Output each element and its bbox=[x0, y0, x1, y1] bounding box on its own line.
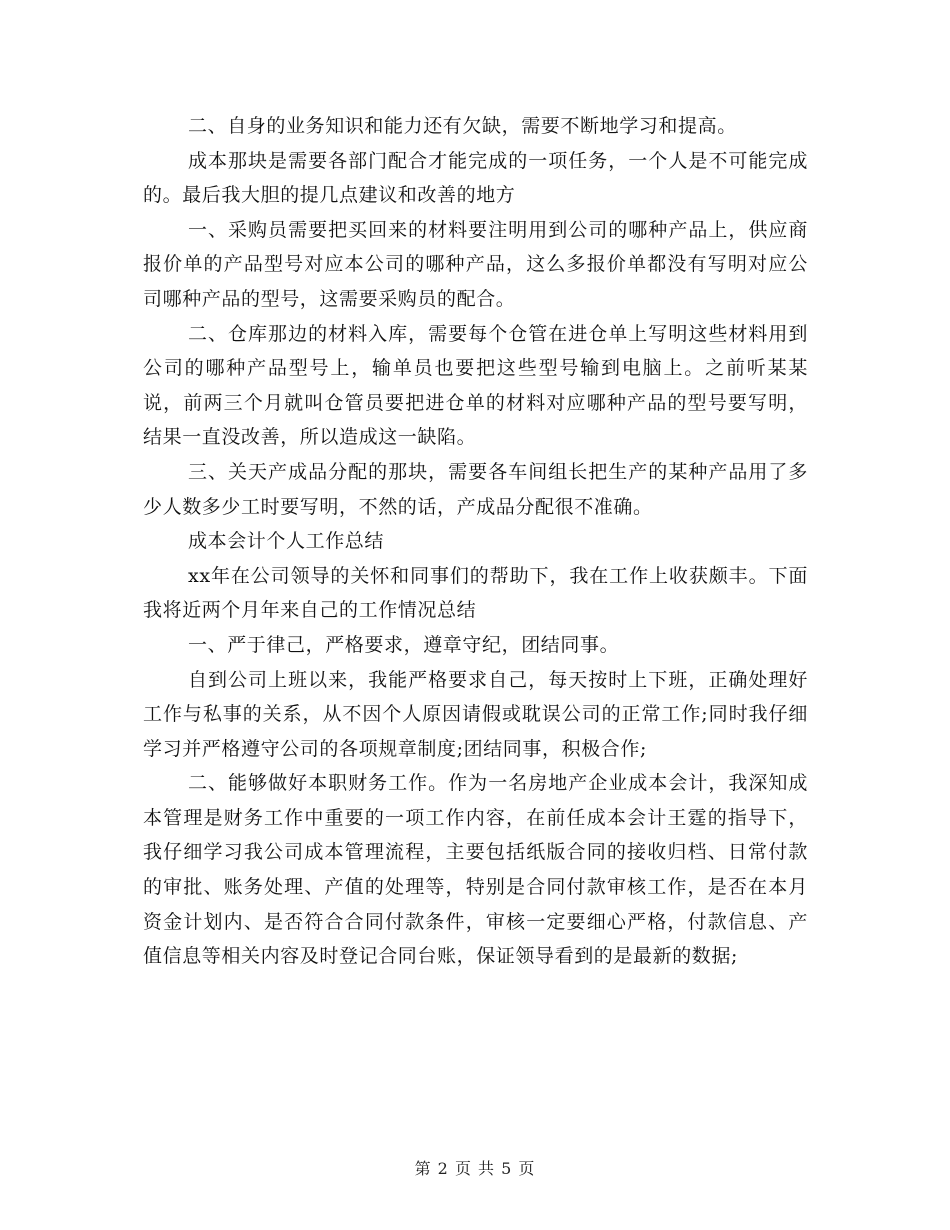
paragraph: 二、仓库那边的材料入库，需要每个仓管在进仓单上写明这些材料用到公司的哪种产品型号上，输单员也要把这些型号输到电脑上。之前听某某说，前两三个月就叫仓管员要把进仓单的材料对应哪种产品的型号要写明，结果一直没改善，所以造成这一缺陷。 bbox=[143, 322, 808, 449]
paragraph: 二、自身的业务知识和能力还有欠缺，需要不断地学习和提高。 bbox=[188, 115, 737, 137]
paragraph: xx年在公司领导的关怀和同事们的帮助下，我在工作上收获颇丰。下面我将近两个月年来自己的工作情况总结 bbox=[143, 564, 808, 622]
paragraph: 三、关天产成品分配的那块，需要各车间组长把生产的某种产品用了多少人数多少工时要写明，不然的话，产成品分配很不准确。 bbox=[143, 460, 808, 518]
paragraph: 自到公司上班以来，我能严格要求自己，每天按时上下班，正确处理好工作与私事的关系，从不因个人原因请假或耽误公司的正常工作;同时我仔细学习并严格遵守公司的各项规章制度;团结同事，积极合作; bbox=[143, 668, 808, 760]
paragraph: 二、能够做好本职财务工作。作为一名房地产企业成本会计，我深知成本管理是财务工作中重要的一项工作内容，在前任成本会计王霆的指导下，我仔细学习我公司成本管理流程，主要包括纸版合同的接收归档、日常付款的审批、账务处理、产值的处理等，特别是合同付款审核工作，是否在本月资金计划内、是否符合合同付款条件，审核一定要细心严格，付款信息、产值信息等相关内容及时登记合同台账，保证领导看到的是最新的数据; bbox=[143, 772, 808, 968]
page-number-footer: 第 2 页 共 5 页 bbox=[414, 1159, 536, 1178]
paragraph: 一、采购员需要把买回来的材料要注明用到公司的哪种产品上，供应商报价单的产品型号对应本公司的哪种产品，这么多报价单都没有写明对应公司哪种产品的型号，这需要采购员的配合。 bbox=[143, 218, 808, 310]
paragraph: 成本那块是需要各部门配合才能完成的一项任务，一个人是不可能完成的。最后我大胆的提几点建议和改善的地方 bbox=[143, 149, 808, 207]
document-body bbox=[143, 109, 808, 974]
paragraph: 一、严于律己，严格要求，遵章守纪，团结同事。 bbox=[188, 633, 620, 656]
section-heading: 成本会计个人工作总结 bbox=[188, 530, 385, 553]
